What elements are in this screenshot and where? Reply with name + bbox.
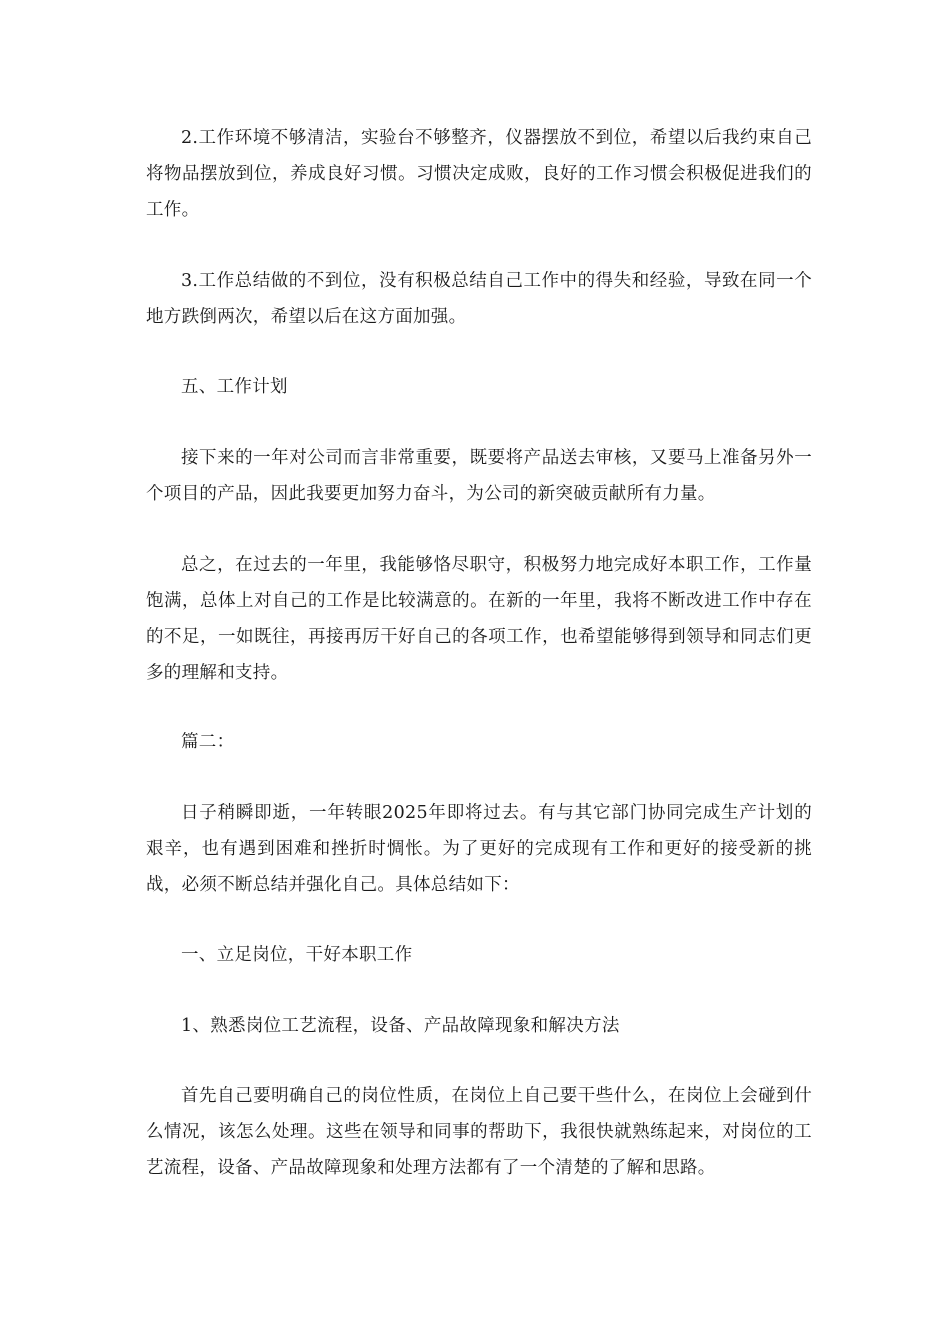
heading-subsection-one: 1、熟悉岗位工艺流程，设备、产品故障现象和解决方法 (181, 1016, 620, 1036)
heading-section-one: 一、立足岗位，干好本职工作 (181, 945, 413, 965)
paragraph-work-summary: 3.工作总结做的不到位，没有积极总结自己工作中的得失和经验，导致在同一个地方跌倒两次，希望以后在这方面加强。 (146, 271, 812, 327)
paragraph-workspace-cleanliness: 2.工作环境不够清洁，实验台不够整齐，仪器摆放不到位，希望以后我约束自己将物品摆放到位，养成良好习惯。习惯决定成败，良好的工作习惯会积极促进我们的工作。 (146, 128, 812, 220)
heading-work-plan: 五、工作计划 (181, 377, 288, 397)
paragraph-intro: 日子稍瞬即逝，一年转眼2025年即将过去。有与其它部门协同完成生产计划的艰辛，也有遇到困难和挫折时惆怅。为了更好的完成现有工作和更好的接受新的挑战，必须不断总结并强化自己。具体总结如下： (146, 803, 812, 895)
paragraph-next-year: 接下来的一年对公司而言非常重要，既要将产品送去审核，又要马上准备另外一个项目的产品，因此我要更加努力奋斗，为公司的新突破贡献所有力量。 (146, 448, 812, 504)
heading-part-two: 篇二： (181, 732, 235, 752)
paragraph-job-nature: 首先自己要明确自己的岗位性质，在岗位上自己要干些什么，在岗位上会碰到什么情况，该怎么处理。这些在领导和同事的帮助下，我很快就熟练起来，对岗位的工艺流程，设备、产品故障现象和处理方法都有了一个清楚的了解和思路。 (146, 1086, 812, 1178)
paragraph-conclusion: 总之，在过去的一年里，我能够恪尽职守，积极努力地完成好本职工作，工作量饱满，总体上对自己的工作是比较满意的。在新的一年里，我将不断改进工作中存在的不足，一如既往，再接再厉干好自己的各项工作，也希望能够得到领导和同志们更多的理解和支持。 (146, 555, 812, 683)
